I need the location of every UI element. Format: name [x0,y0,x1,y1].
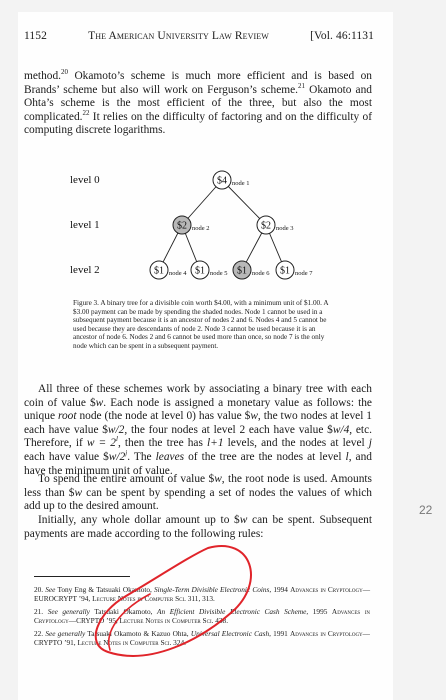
footnote-rule [34,576,130,577]
tree-node-label: node 1 [232,180,250,187]
paragraph-4: Initially, any whole dollar amount up to $w can be spent. Subsequent payments are made according to the following rules: [24,514,372,540]
tree-nodes [150,171,313,279]
level-1-label: level 1 [70,219,100,231]
tree-node-label: node 3 [276,225,294,232]
tree-node-7 [276,261,313,279]
tree-node-value: $2 [177,220,187,232]
figure-caption: Figure 3. A binary tree for a divisible coin worth $4.00, with a minimum unit of $1.00. A $3.00 payment can be made by spending the shaded nodes. Node 1 cannot be used in a subsequent payment because it is an ancestor of nodes 2 and 6. Nodes 4 and 5 cannot be used because they are descendants of node 2. Node 3 cannot be used because it is an ancestor of node 6. Nodes 2 and 6 cannot be used more than once, so node 7 is the only node which can be spent in a subsequent payment. [73,299,329,350]
footnote-22: 22. See generally Tatsuaki Okamoto & Kazuo Ohta, Universal Electronic Cash, 1991 Advances in Cryptology—CRYPTO ’91, Lecture Notes in Computer Sci. 324. [34,629,370,647]
tree-node-value: $1 [154,265,164,277]
tree-node-5 [191,261,228,279]
footnote-20: 20. See Tony Eng & Tatsuaki Okamoto, Single-Term Divisible Electronic Coins, 1994 Advances in Cryptology—EUROCRYPT ’94, Lecture Notes in Computer Sci. 311, 313. [34,585,370,603]
tree-node-label: node 7 [295,270,313,277]
tree-node-value: $4 [217,175,227,187]
tree-node-label: node 2 [192,225,210,232]
page-number: 1152 [24,30,47,42]
page-indicator: 22 [419,503,433,517]
running-header [24,30,374,42]
level-0-label: level 0 [70,174,100,186]
tree-node-value: $1 [280,265,290,277]
tree-node-3 [257,216,294,234]
paragraph-2: All three of these schemes work by associating a binary tree with each coin of value $w. Each node is assigned a monetary value as follows: the unique root node (the node at level 0) has value $w, the two nodes at level 1 each have value $w/2, the four nodes at level 2 each have value $w/4, etc. Therefore, if $w = 2^l$, then the tree has l+1 levels, and the nodes at level j each have value $w/2$^j$. The leaves of the tree are the nodes at level l, and have the minimum unit of value. [24,383,373,477]
tree-node-1 [213,171,250,189]
tree-node-value: $1 [237,265,247,277]
binary-tree-figure [40,165,360,290]
volume-citation: [Vol. 46:1131 [310,30,374,42]
tree-node-value: $1 [195,265,205,277]
footnote-21: 21. See generally Tatsuaki Okamoto, An Efficient Divisible Electronic Cash Scheme, 1995 Advances in Cryptology—CRYPTO ’95, Lecture Notes in Computer Sci. 438. [34,607,370,625]
paragraph-3: To spend the entire amount of value $w, the root node is used. Amounts less than $w can be spent by spending a set of nodes the values of which add up to the desired amount. [24,473,372,513]
tree-node-4 [150,261,187,279]
journal-title: The American University Law Review [88,30,269,42]
tree-node-label: node 4 [169,270,187,277]
level-2-label: level 2 [70,264,100,276]
tree-node-value: $2 [261,220,271,232]
tree-node-2 [173,216,210,234]
tree-node-label: node 5 [210,270,228,277]
paragraph-1: method.$^{20}$ Okamoto’s scheme is much more efficient and is based on Brands’ scheme but also will work on Ferguson’s scheme.$^{21}$ Okamoto and Ohta’s scheme is the most efficient of the three, but also the most complicated.$^{22}$ It relies on the difficulty of factoring and on the difficulty of computing discrete logarithms. [24,68,372,137]
tree-node-6 [233,261,270,279]
tree-node-label: node 6 [252,270,270,277]
